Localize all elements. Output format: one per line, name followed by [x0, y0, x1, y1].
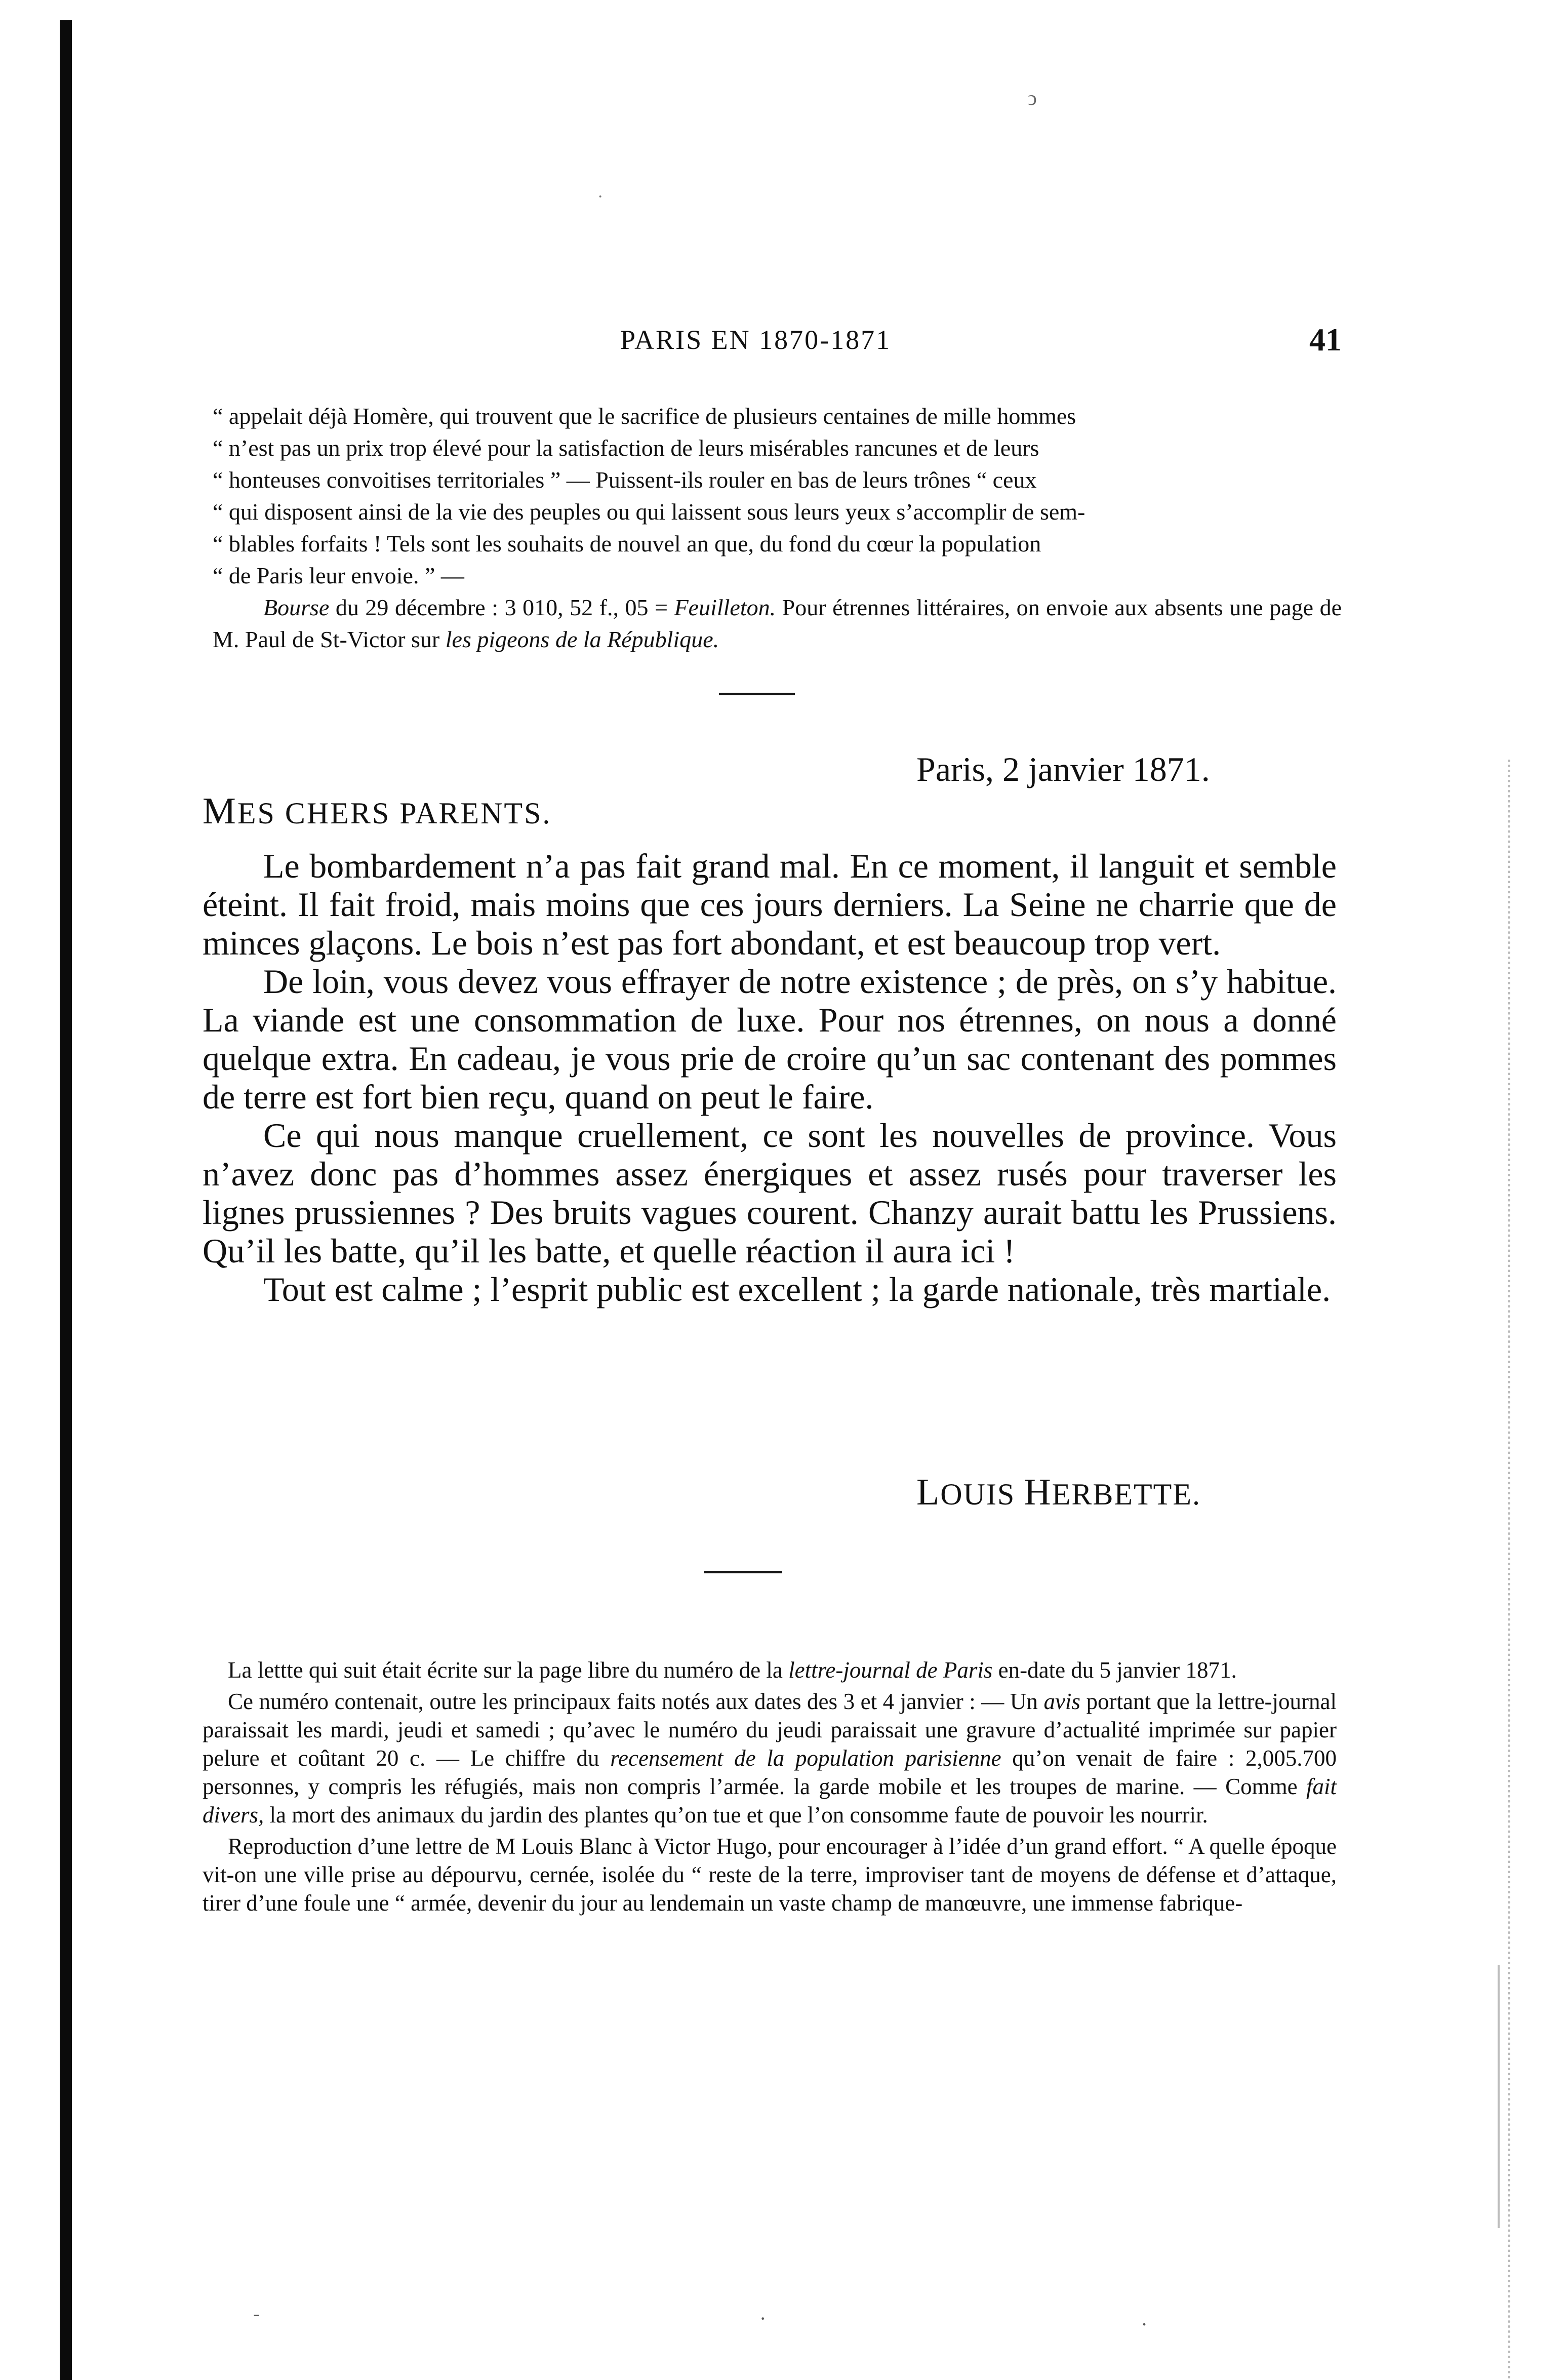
quote-line: “ appelait déjà Homère, qui trouvent que le sacrifice de plusieurs centaines de mille hommes — [213, 403, 1076, 429]
signature-initial-2: H — [1024, 1472, 1052, 1513]
page-number: 41 — [1309, 322, 1342, 358]
editorial-notes — [203, 1656, 1337, 1920]
stray-mark-bottom-left: - — [253, 2302, 260, 2325]
avis-term: avis — [1043, 1689, 1080, 1714]
scan-binding-edge — [60, 20, 72, 2380]
note-text: Ce numéro contenait, outre les principaux faits notés aux dates des 3 et 4 janvier : — Un — [228, 1689, 1044, 1714]
letter-salutation — [203, 790, 551, 833]
signature-part-1: OUIS — [940, 1478, 1024, 1511]
quote-line: “ blables forfaits ! Tels sont les souhaits de nouvel an que, du fond du cœur la population — [213, 531, 1041, 557]
note-text: qu’on venait de faire : 2,005.700 personnes, y compris les réfugiés, mais non compris l’armée. la garde mobile et les troupes de marine. — Comme — [203, 1746, 1337, 1799]
note-text: en-date du 5 janvier 1871. — [992, 1657, 1237, 1683]
quote-paragraph — [213, 400, 1342, 591]
stray-mark-top: ↄ — [1028, 87, 1037, 109]
note-paragraph — [203, 1687, 1337, 1829]
letter-body — [203, 847, 1337, 1308]
quote-line: “ de Paris leur envoie. ” — — [213, 563, 464, 588]
recensement-term: recensement de la population parisienne — [610, 1746, 1001, 1771]
running-head — [213, 324, 1342, 365]
bourse-paragraph — [213, 591, 1342, 655]
letter-paragraph: Tout est calme ; l’esprit public est excellent ; la garde nationale, très martiale. — [263, 1270, 1331, 1308]
note-text: la mort des animaux du jardin des plantes qu’on tue et que l’on consomme faute de pouvoir les nourrir. — [264, 1802, 1208, 1828]
quote-line: “ qui disposent ainsi de la vie des peuples ou qui laissent sous leurs yeux s’accomplir de sem- — [213, 499, 1085, 525]
stray-mark-dot: · — [597, 187, 604, 206]
stray-mark-bottom-right: . — [1142, 2307, 1147, 2330]
note-text: portant que la lettre-journal paraissait les mardi, jeudi et samedi ; qu’avec le numéro du jeudi paraissait une gravure d’actualité imprimée sur papier pelure et coûtant 20 c. — Le chiffre du — [203, 1689, 1337, 1771]
pigeons-title: les pigeons de la République. — [445, 626, 719, 652]
note-paragraph — [203, 1656, 1337, 1684]
section-divider — [719, 693, 795, 695]
journal-title: lettre-journal de Paris — [788, 1657, 993, 1683]
salutation-rest: ES CHERS PARENTS. — [237, 797, 552, 830]
letter-paragraph: Ce qui nous manque cruellement, ce sont les nouvelles de province. Vous n’avez donc pas d’hommes assez énergiques et assez rusés pour traverser les lignes prussiennes ? Des bruits vagues courent. Chanzy aurait battu les Prussiens. Qu’il les batte, qu’il les batte, et quelle réaction il aura ici ! — [203, 1116, 1337, 1270]
quote-line: “ n’est pas un prix trop élevé pour la satisfaction de leurs misérables rancunes et de leurs — [213, 435, 1039, 461]
letter-paragraph: Le bombardement n’a pas fait grand mal. En ce moment, il languit et semble éteint. Il fait froid, mais moins que ces jours derniers. La Seine ne charrie que de minces glaçons. Le bois n’est pas fort abondant, et est beaucoup trop vert. — [203, 847, 1337, 962]
scan-right-edge — [1498, 1965, 1500, 2228]
signature-initial-1: L — [916, 1472, 941, 1513]
fait-divers-term: fait divers, — [203, 1774, 1337, 1828]
quote-line: “ honteuses convoitises territoriales ” — Puissent-ils rouler en bas de leurs trônes “ ceux — [213, 467, 1037, 493]
signature-part-2: ERBETTE. — [1052, 1478, 1201, 1511]
bourse-text: du 29 décembre : 3 010, 52 f., 05 = — [329, 594, 674, 620]
bourse-text-2: Pour étrennes littéraires, on envoie aux absents une page de M. Paul de St-Victor sur — [213, 594, 1342, 652]
note-text: La lettte qui suit était écrite sur la page libre du numéro de la — [228, 1657, 789, 1683]
section-divider — [704, 1571, 782, 1573]
feuilleton-label: Feuilleton. — [674, 594, 776, 620]
note-paragraph: Reproduction d’une lettre de M Louis Blanc à Victor Hugo, pour encourager à l’idée d’un grand effort. “ A quelle époque vit-on une ville prise au dépourvu, cernée, isolée du “ reste de la terre, improviser tant de moyens de défense et d’attaque, tirer d’une foule une “ armée, devenir du jour au lendemain un vaste champ de manœuvre, une immense fabrique- — [203, 1834, 1337, 1916]
quoted-text-block — [213, 400, 1342, 655]
letter-date: Paris, 2 janvier 1871. — [916, 750, 1210, 788]
bourse-label: Bourse — [263, 594, 330, 620]
letter-paragraph: De loin, vous devez vous effrayer de notre existence ; de près, on s’y habitue. La viande est une consommation de luxe. Pour nos étrennes, on nous a donné quelque extra. En cadeau, je vous prie de croire qu’un sac contenant des pommes de terre est fort bien reçu, quand on peut le faire. — [203, 962, 1337, 1116]
running-head-title: PARIS EN 1870-1871 — [620, 325, 892, 355]
salutation-initial: M — [203, 790, 237, 832]
scan-dotted-edge — [1508, 760, 1513, 2380]
letter-signature — [916, 1471, 1201, 1514]
stray-mark-bottom-mid: · — [759, 2307, 767, 2330]
